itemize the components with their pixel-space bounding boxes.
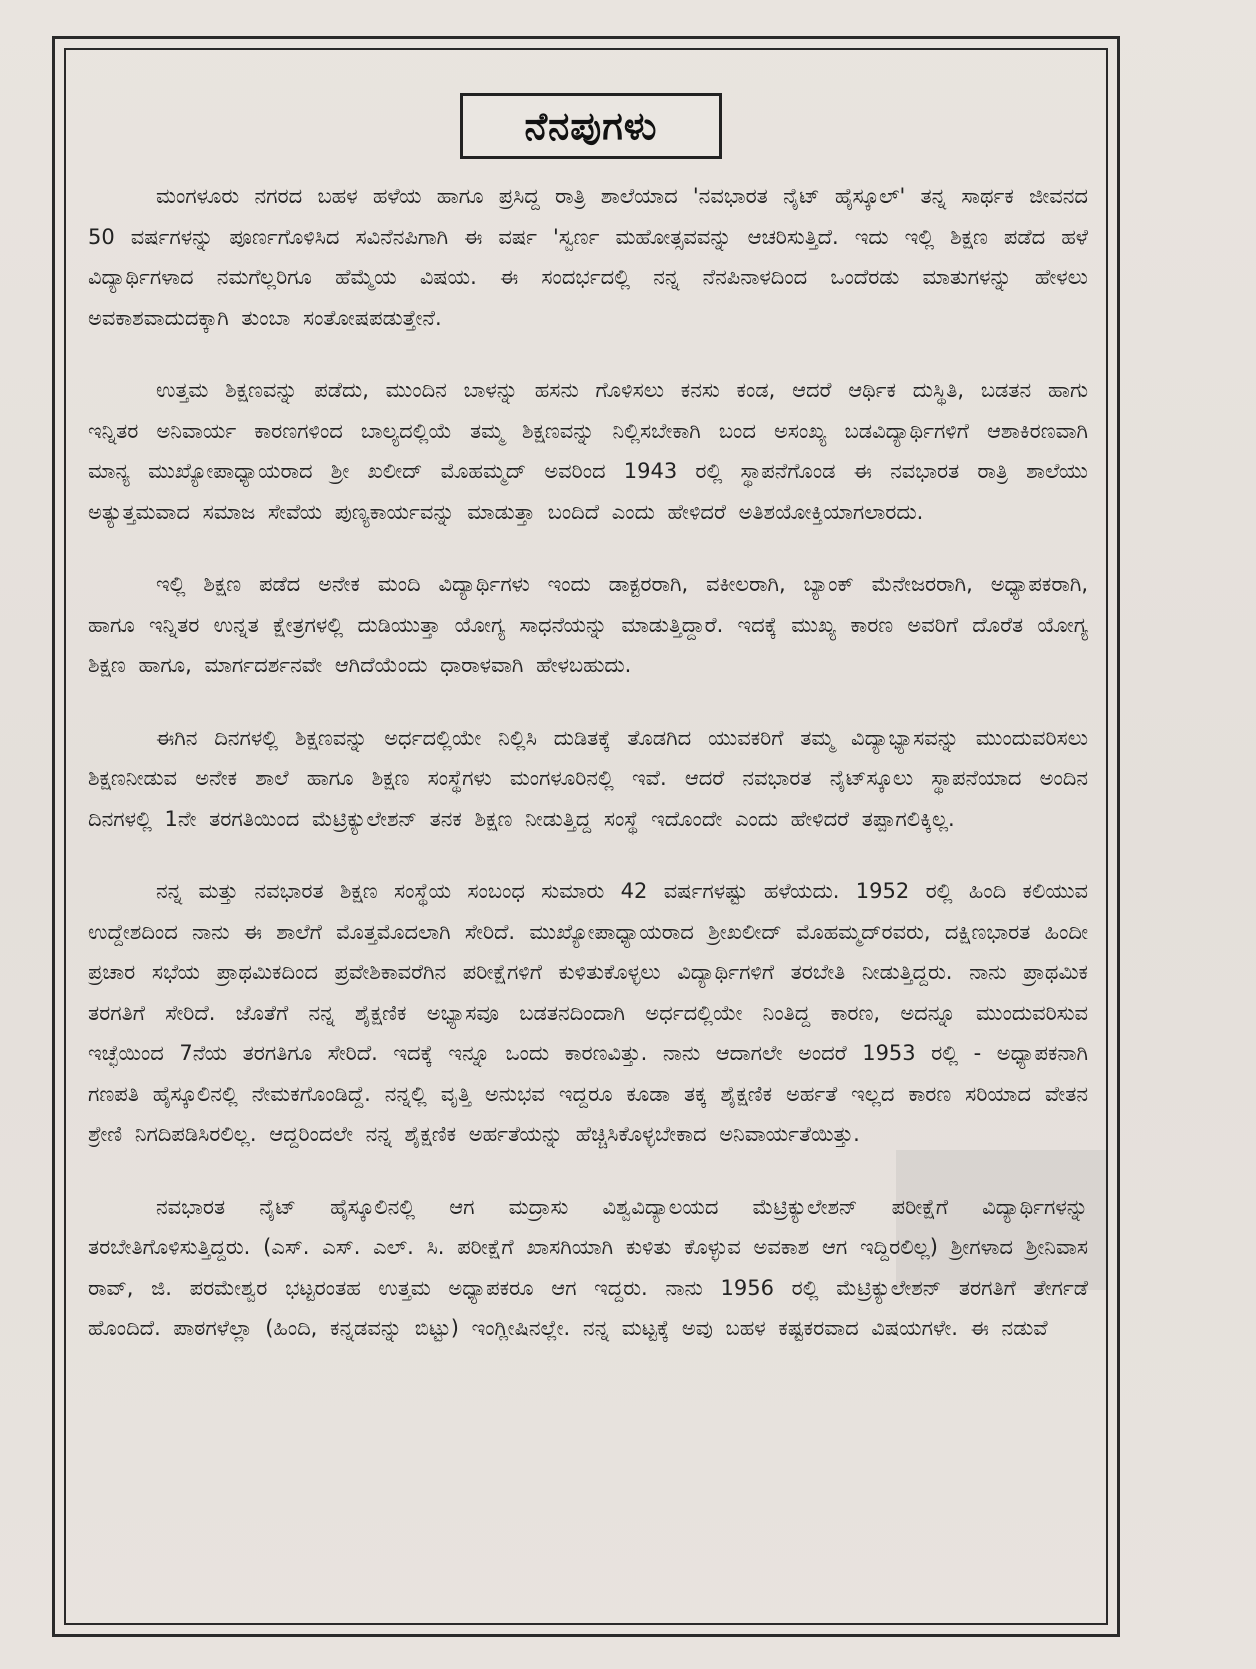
paragraph-6: ನವಭಾರತ ನೈಟ್ ಹೈಸ್ಕೂಲಿನಲ್ಲಿ ಆಗ ಮದ್ರಾಸು ವಿಶ್ವವಿದ್ಯಾಲಯದ ಮೆಟ್ರಿಕ್ಯುಲೇಶನ್ ಪರೀಕ್ಷೆಗೆ ವಿದ್ಯಾರ್ಥಿಗಳನ್ನು ತರಬೇತಿಗೊಳಿಸುತ್ತಿದ್ದರು. (ಎಸ್. ಎಸ್. ಎಲ್. ಸಿ. ಪರೀಕ್ಷೆಗೆ ಖಾಸಗಿಯಾಗಿ ಕುಳಿತು ಕೊಳ್ಳುವ ಅವಕಾಶ ಆಗ ಇದ್ದಿರಲಿಲ್ಲ) ಶ್ರೀಗಳಾದ ಶ್ರೀನಿವಾಸ ರಾವ್, ಜಿ. ಪರಮೇಶ್ವರ ಭಟ್ಟರಂತಹ ಉತ್ತಮ ಅಧ್ಯಾಪಕರೂ ಆಗ ಇದ್ದರು. ನಾನು 1956 ರಲ್ಲಿ ಮೆಟ್ರಿಕ್ಯುಲೇಶನ್ ತರಗತಿಗೆ ತೇರ್ಗಡೆ ಹೊಂದಿದೆ. ಪಾಠಗಳೆಲ್ಲಾ (ಹಿಂದಿ, ಕನ್ನಡವನ್ನು ಬಿಟ್ಟು) ಇಂಗ್ಲೀಷಿನಲ್ಲೇ. ನನ್ನ ಮಟ್ಟಕ್ಕೆ ಅವು ಬಹಳ ಕಷ್ಟಕರವಾದ ವಿಷಯಗಳೇ. ಈ ನಡುವೆ — [88, 1194, 1088, 1340]
title-box — [460, 93, 722, 159]
page-title: ನೆನಪುಗಳು — [524, 103, 658, 148]
paragraph-4: ಈಗಿನ ದಿನಗಳಲ್ಲಿ ಶಿಕ್ಷಣವನ್ನು ಅರ್ಧದಲ್ಲಿಯೇ ನಿಲ್ಲಿಸಿ ದುಡಿತಕ್ಕೆ ತೊಡಗಿದ ಯುವಕರಿಗೆ ತಮ್ಮ ವಿದ್ಯಾಭ್ಯಾಸವನ್ನು ಮುಂದುವರಿಸಲು ಶಿಕ್ಷಣನೀಡುವ ಅನೇಕ ಶಾಲೆ ಹಾಗೂ ಶಿಕ್ಷಣ ಸಂಸ್ಥೆಗಳು ಮಂಗಳೂರಿನಲ್ಲಿ ಇವೆ. ಆದರೆ ನವಭಾರತ ನೈಟ್‌ಸ್ಕೂಲು ಸ್ಥಾಪನೆಯಾದ ಅಂದಿನ ದಿನಗಳಲ್ಲಿ 1ನೇ ತರಗತಿಯಿಂದ ಮೆಟ್ರಿಕ್ಯುಲೇಶನ್ ತನಕ ಶಿಕ್ಷಣ ನೀಡುತ್ತಿದ್ದ ಸಂಸ್ಥೆ ಇದೊಂದೇ ಎಂದು ಹೇಳಿದರೆ ತಪ್ಪಾಗಲಿಕ್ಕಿಲ್ಲ. — [88, 725, 1088, 831]
article-body — [88, 176, 1088, 1349]
paragraph-5: ನನ್ನ ಮತ್ತು ನವಭಾರತ ಶಿಕ್ಷಣ ಸಂಸ್ಥೆಯ ಸಂಬಂಧ ಸುಮಾರು 42 ವರ್ಷಗಳಷ್ಟು ಹಳೆಯದು. 1952 ರಲ್ಲಿ ಹಿಂದಿ ಕಲಿಯುವ ಉದ್ದೇಶದಿಂದ ನಾನು ಈ ಶಾಲೆಗೆ ಮೊತ್ತಮೊದಲಾಗಿ ಸೇರಿದೆ. ಮುಖ್ಯೋಪಾಧ್ಯಾಯರಾದ ಶ್ರೀಖಲೀದ್ ಮೊಹಮ್ಮದ್‌ರವರು, ದಕ್ಷಿಣಭಾರತ ಹಿಂದೀ ಪ್ರಚಾರ ಸಭೆಯ ಪ್ರಾಥಮಿಕದಿಂದ ಪ್ರವೇಶಿಕಾವರೆಗಿನ ಪರೀಕ್ಷೆಗಳಿಗೆ ಕುಳಿತುಕೊಳ್ಳಲು ವಿದ್ಯಾರ್ಥಿಗಳಿಗೆ ತರಬೇತಿ ನೀಡುತ್ತಿದ್ದರು. ನಾನು ಪ್ರಾಥಮಿಕ ತರಗತಿಗೆ ಸೇರಿದೆ. ಜೊತೆಗೆ ನನ್ನ ಶೈಕ್ಷಣಿಕ ಅಭ್ಯಾಸವೂ ಬಡತನದಿಂದಾಗಿ ಅರ್ಧದಲ್ಲಿಯೇ ನಿಂತಿದ್ದ ಕಾರಣ, ಅದನ್ನೂ ಮುಂದುವರಿಸುವ ಇಚ್ಛೆಯಿಂದ 7ನೆಯ ತರಗತಿಗೂ ಸೇರಿದೆ. ಇದಕ್ಕೆ ಇನ್ನೂ ಒಂದು ಕಾರಣವಿತ್ತು. ನಾನು ಆದಾಗಲೇ ಅಂದರೆ 1953 ರಲ್ಲಿ - ಅಧ್ಯಾಪಕನಾಗಿ ಗಣಪತಿ ಹೈಸ್ಕೂಲಿನಲ್ಲಿ ನೇಮಕಗೊಂಡಿದ್ದೆ. ನನ್ನಲ್ಲಿ ವೃತ್ತಿ ಅನುಭವ ಇದ್ದರೂ ಕೂಡಾ ತಕ್ಕ ಶೈಕ್ಷಣಿಕ ಅರ್ಹತೆ ಇಲ್ಲದ ಕಾರಣ ಸರಿಯಾದ ವೇತನ ಶ್ರೇಣಿ ನಿಗದಿಪಡಿಸಿರಲಿಲ್ಲ. ಆದ್ದರಿಂದಲೇ ನನ್ನ ಶೈಕ್ಷಣಿಕ ಅರ್ಹತೆಯನ್ನು ಹೆಚ್ಚಿಸಿಕೊಳ್ಳಬೇಕಾದ ಅನಿವಾರ್ಯತೆಯಿತ್ತು. — [88, 879, 1088, 1146]
paragraph-2: ಉತ್ತಮ ಶಿಕ್ಷಣವನ್ನು ಪಡೆದು, ಮುಂದಿನ ಬಾಳನ್ನು ಹಸನು ಗೊಳಿಸಲು ಕನಸು ಕಂಡ, ಆದರೆ ಆರ್ಥಿಕ ದುಸ್ಥಿತಿ, ಬಡತನ ಹಾಗು ಇನ್ನಿತರ ಅನಿವಾರ್ಯ ಕಾರಣಗಳಿಂದ ಬಾಲ್ಯದಲ್ಲಿಯೆ ತಮ್ಮ ಶಿಕ್ಷಣವನ್ನು ನಿಲ್ಲಿಸಬೇಕಾಗಿ ಬಂದ ಅಸಂಖ್ಯ ಬಡವಿದ್ಯಾರ್ಥಿಗಳಿಗೆ ಆಶಾಕಿರಣವಾಗಿ ಮಾನ್ಯ ಮುಖ್ಯೋಪಾಧ್ಯಾಯರಾದ ಶ್ರೀ ಖಲೀದ್ ಮೊಹಮ್ಮದ್ ಅವರಿಂದ 1943 ರಲ್ಲಿ ಸ್ಥಾಪನೆಗೊಂಡ ಈ ನವಭಾರತ ರಾತ್ರಿ ಶಾಲೆಯು ಅತ್ಯುತ್ತಮವಾದ ಸಮಾಜ ಸೇವೆಯ ಪುಣ್ಯಕಾರ್ಯವನ್ನು ಮಾಡುತ್ತಾ ಬಂದಿದೆ ಎಂದು ಹೇಳಿದರೆ ಅತಿಶಯೋಕ್ತಿಯಾಗಲಾರದು. — [88, 378, 1088, 524]
paragraph-3: ಇಲ್ಲಿ ಶಿಕ್ಷಣ ಪಡೆದ ಅನೇಕ ಮಂದಿ ವಿದ್ಯಾರ್ಥಿಗಳು ಇಂದು ಡಾಕ್ಟರರಾಗಿ, ವಕೀಲರಾಗಿ, ಬ್ಯಾಂಕ್ ಮೆನೇಜರರಾಗಿ, ಅಧ್ಯಾಪಕರಾಗಿ, ಹಾಗೂ ಇನ್ನಿತರ ಉನ್ನತ ಕ್ಷೇತ್ರಗಳಲ್ಲಿ ದುಡಿಯುತ್ತಾ ಯೋಗ್ಯ ಸಾಧನೆಯನ್ನು ಮಾಡುತ್ತಿದ್ದಾರೆ. ಇದಕ್ಕೆ ಮುಖ್ಯ ಕಾರಣ ಅವರಿಗೆ ದೊರೆತ ಯೋಗ್ಯ ಶಿಕ್ಷಣ ಹಾಗೂ, ಮಾರ್ಗದರ್ಶನವೇ ಆಗಿದೆಯೆಂದು ಧಾರಾಳವಾಗಿ ಹೇಳಬಹುದು. — [88, 572, 1088, 677]
paragraph-1: ಮಂಗಳೂರು ನಗರದ ಬಹಳ ಹಳೆಯ ಹಾಗೂ ಪ್ರಸಿದ್ದ ರಾತ್ರಿ ಶಾಲೆಯಾದ 'ನವಭಾರತ ನೈಟ್ ಹೈಸ್ಕೂಲ್' ತನ್ನ ಸಾರ್ಥಕ ಜೀವನದ 50 ವರ್ಷಗಳನ್ನು ಪೂರ್ಣಗೊಳಿಸಿದ ಸವಿನೆನಪಿಗಾಗಿ ಈ ವರ್ಷ 'ಸ್ವರ್ಣ ಮಹೋತ್ಸವವನ್ನು ಆಚರಿಸುತ್ತಿದೆ. ಇದು ಇಲ್ಲಿ ಶಿಕ್ಷಣ ಪಡೆದ ಹಳೆ ವಿದ್ಯಾರ್ಥಿಗಳಾದ ನಮಗೆಲ್ಲರಿಗೂ ಹೆಮ್ಮೆಯ ವಿಷಯ. ಈ ಸಂದರ್ಭದಲ್ಲಿ ನನ್ನ ನೆನಪಿನಾಳದಿಂದ ಒಂದೆರಡು ಮಾತುಗಳನ್ನು ಹೇಳಲು ಅವಕಾಶವಾದುದಕ್ಕಾಗಿ ತುಂಬಾ ಸಂತೋಷಪಡುತ್ತೇನೆ. — [88, 184, 1088, 330]
